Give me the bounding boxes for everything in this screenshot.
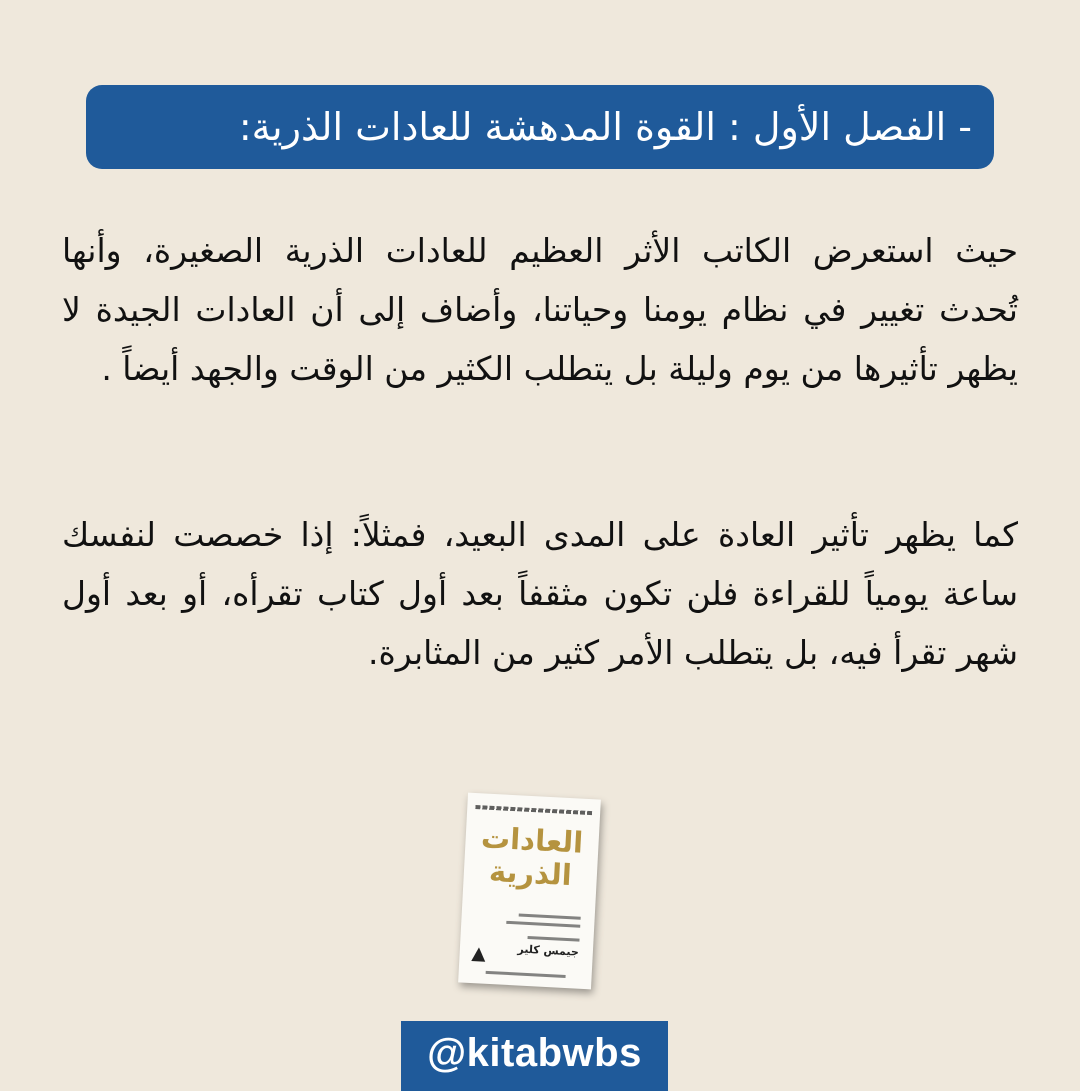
paragraph-1: حيث استعرض الكاتب الأثر العظيم للعادات الذرية الصغيرة، وأنها تُحدث تغيير في نظام يومنا وحياتنا، وأضاف إلى أن العادات الجيدة لا يظهر تأثيرها من يوم وليلة بل يتطلب الكثير من الوقت والجهد أيضاً . [62, 231, 1018, 388]
book-cover-title: العادات الذرية [480, 820, 585, 893]
book-subtitle-line [506, 921, 580, 928]
book-translator-line [486, 971, 566, 978]
book-cover-image [458, 793, 601, 990]
chapter-title-banner [86, 85, 994, 169]
chapter-title: - الفصل الأول : القوة المدهشة للعادات الذرية: [238, 105, 972, 149]
book-subtitle-line [519, 913, 581, 919]
paragraph-2: كما يظهر تأثير العادة على المدى البعيد، فمثلاً: إذا خصصت لنفسك ساعة يومياً للقراءة فلن تكون مثقفاً بعد أول كتاب تقرأه، أو بعد أول شهر تقرأ فيه، بل يتطلب الأمر كثير من المثابرة. [62, 515, 1018, 672]
book-tagline [475, 805, 592, 815]
publisher-logo-icon [471, 947, 486, 962]
account-handle: @kitabwbs [427, 1030, 642, 1075]
book-cover-author: جيمس كلير [517, 942, 580, 959]
account-handle-badge [401, 1021, 668, 1091]
book-subtitle-line [527, 936, 579, 942]
